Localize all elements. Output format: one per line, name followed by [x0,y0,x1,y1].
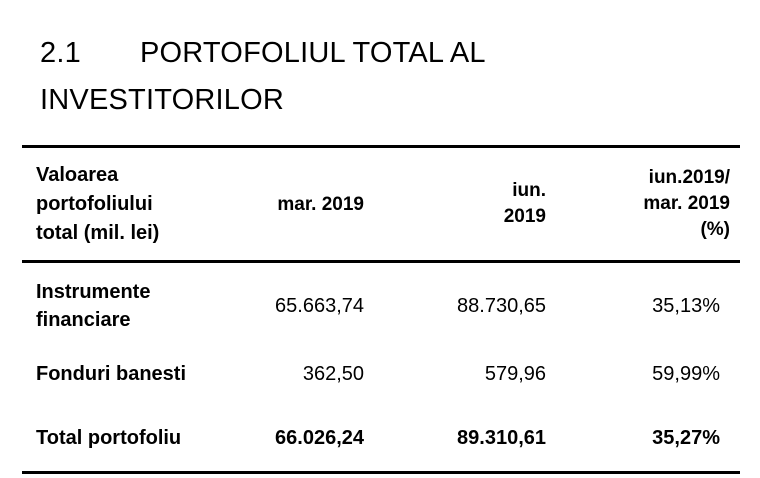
section-title-text: PORTOFOLIUL TOTAL AL [140,37,486,69]
header-mar-2019: mar. 2019 [277,193,364,215]
table-row-cash-funds [22,343,740,405]
section-heading [40,30,720,124]
cell-mar-2019: 362,50 [302,362,364,385]
header-col4-line2: mar. 2019 [643,193,730,214]
section-title-line2: INVESTITORILOR [40,84,284,116]
header-col1-line3: total (mil. lei) [36,221,160,244]
section-title-line1 [40,30,720,77]
portfolio-table [22,145,740,474]
header-col3-line1: iun. [512,180,546,201]
row-label: Fonduri banesti [36,363,186,385]
header-col1-line1: Valoarea [36,163,119,186]
section-number: 2.1 [40,37,81,69]
header-col1-line2: portofoliului [36,192,153,215]
row-label [22,262,236,344]
cell-mar-2019: 66.026,24 [275,426,364,449]
cell-change: 35,13% [652,294,720,317]
header-portfolio-value [22,147,236,262]
cell-iun-2019: 579,96 [484,362,546,385]
cell-change: 35,27% [652,426,720,449]
header-col3-line2: 2019 [503,206,546,227]
cell-change: 59,99% [652,362,720,385]
row-label-line1: Instrumente [36,281,151,303]
table-row-financial-instruments [22,262,740,344]
table-header [22,147,740,262]
header-col4-line1: iun.2019/ [648,167,730,188]
cell-iun-2019: 88.730,65 [457,294,546,317]
header-iun-2019 [364,147,552,262]
header-row [22,147,740,262]
cell-iun-2019: 89.310,61 [457,426,546,449]
row-label: Total portofoliu [36,427,182,449]
row-label-line2: financiare [36,309,131,331]
header-change-percent [552,147,740,262]
cell-mar-2019: 65.663,74 [275,294,364,317]
table-body [22,262,740,473]
header-col4-line3: (%) [700,219,730,240]
table-row-total-portfolio [22,405,740,473]
